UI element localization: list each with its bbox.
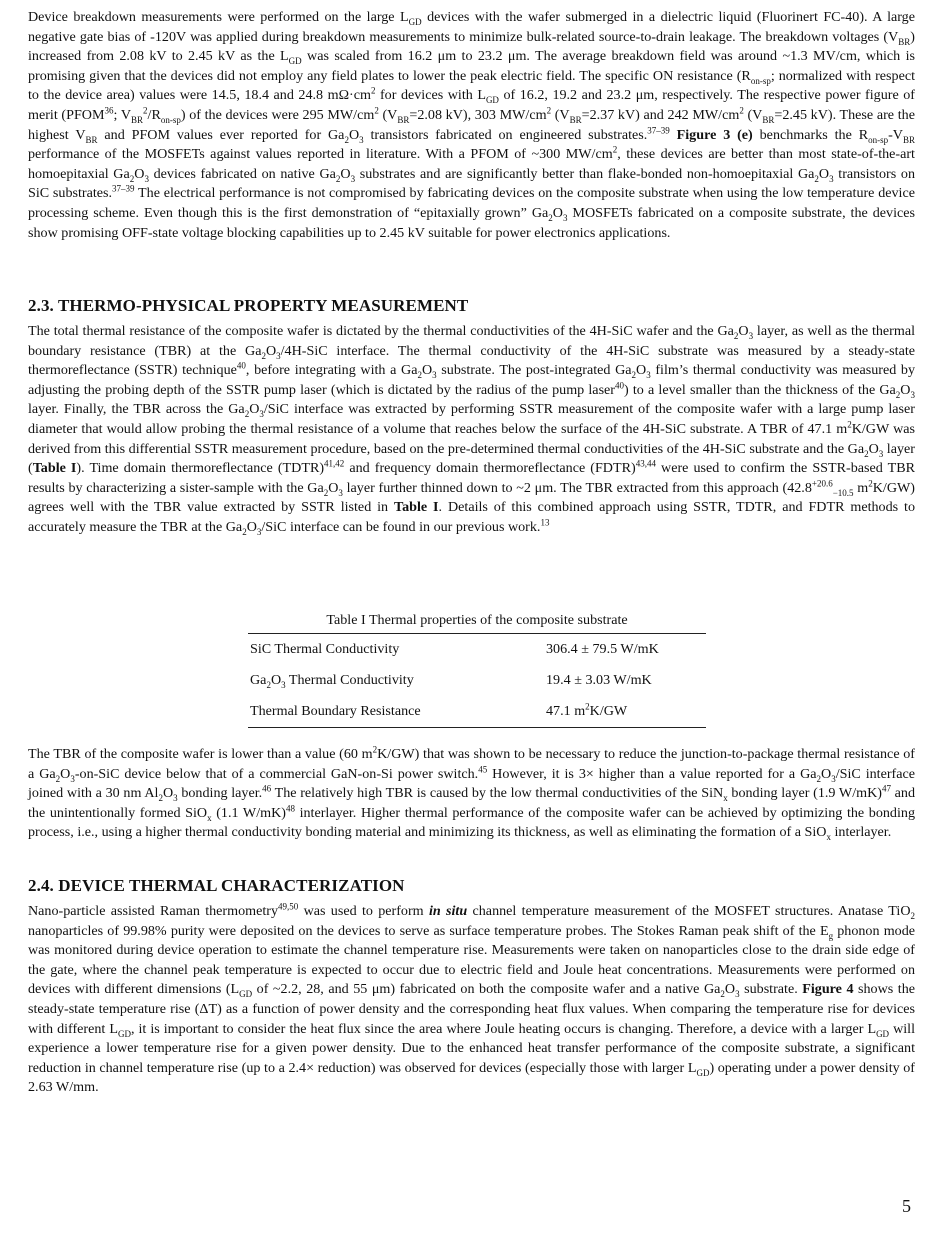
paragraph-raman-thermometry: Nano-particle assisted Raman thermometry$^{49,50}$ was used to perform in situ channel temperature measurement of the MOSFET structures. Anatase TiO$_2$ nanoparticles of 99.98% purity were deposited on the devices to serve as surface temperature probes. The Stokes Raman peak shift of the $E_g$ phonon mode was monitored during device operation to estimate the channel temperature rise. Measurements were taken on nanoparticles close to the drain side edge of the gate, where the channel peak temperature is expected to occur due to electric field and Joule heat concentrations. Measurements were performed on devices with different dimensions ($L_{GD}$ of ~2.2, 28, and 55 μm) fabricated on both the composite wafer and a native $Ga_2O_3$ substrate. Figure 4 shows the steady-state temperature rise (ΔT) as a function of power density and the corresponding heat flux values. When comparing the temperature rise for devices with different $L_{GD}$, it is important to consider the heat flux since the area where Joule heating occurs is changing. Therefore, a device with a larger $L_{GD}$ will experience a lower temperature rise for a given power density. Due to the enhanced heat transfer performance of the composite substrate, a significant reduction in channel temperature rise (up to a 2.4× reduction) was observed for devices (especially those with larger $L_{GD}$) operating under a power density of 2.63 W/mm.	[28, 901, 916, 1096]
table-row	[248, 665, 706, 696]
page-body	[28, 8, 916, 1096]
table-cell-value: 19.4 ± 3.03 W/mK	[546, 672, 652, 688]
table-cell-value: 47.1 $m^2K/GW$	[544, 696, 706, 728]
section-heading-2-4: 2.4. DEVICE THERMAL CHARACTERIZATION	[28, 876, 405, 895]
table-row	[248, 634, 706, 666]
thermal-properties-table	[248, 633, 706, 728]
table-cell-value: 306.4 ± 79.5 W/mK	[544, 634, 706, 666]
table-1	[248, 611, 706, 728]
table-caption: Table I Thermal properties of the composite substrate	[326, 612, 628, 628]
table-row	[248, 696, 706, 728]
table-cell-property: $Ga_2O_3$ Thermal Conductivity	[250, 672, 414, 690]
paragraph-thermal-resistance: The total thermal resistance of the composite wafer is dictated by the thermal conductivities of the 4H-SiC wafer and the $Ga_2O_3$ layer, as well as the thermal boundary resistance (TBR) at the $Ga_2O_3/4H$-SiC interface. The thermal conductivity of the 4H-SiC substrate was measured by a steady-state thermoreflectance (SSTR) technique$^{40}$, before integrating with a $Ga_2O_3$ substrate. The post-integrated $Ga_2O_3$ film’s thermal conductivity was measured by adjusting the probing depth of the SSTR pump laser (which is dictated by the radius of the pump laser$^{40}$) to a level smaller than the thickness of the $Ga_2O_3$ layer. Finally, the TBR across the $Ga_2O_3$/SiC interface was extracted by performing SSTR measurement of the composite wafer with a large pump laser diameter that would allow probing the thermal resistance of a volume that reaches below the surface of the 4H-SiC substrate. A TBR of 47.1 $m^2K/GW$ was derived from this differential SSTR measurement procedure, based on the pre-determined thermal conductivities of the 4H-SiC substrate and the $Ga_2O_3$ layer (Table I). Time domain thermoreflectance (TDTR)$^{41,42}$ and frequency domain thermoreflectance (FDTR)$^{43,44}$ were used to confirm the SSTR-based TBR results by characterizing a sister-sample with the $Ga_2O_3$ layer further thinned down to ~2 μm. The TBR extracted from this approach ($42.8^{+20.6}_{-10.5}$ $m^2K/GW$) agrees well with the TBR value extracted by SSTR listed in Table I. Details of this combined approach using SSTR, TDTR, and FDTR methods to accurately measure the TBR at the $Ga_2O_3$/SiC interface can be found in our previous work.$^{13}$	[28, 323, 916, 537]
table-cell-property: SiC Thermal Conductivity	[248, 634, 544, 666]
section-heading-2-3: 2.3. THERMO-PHYSICAL PROPERTY MEASUREMENT	[28, 296, 469, 315]
paragraph-tbr-comparison: The TBR of the composite wafer is lower than a value (60 $m^2K/GW$) that was shown to be necessary to reduce the junction-to-package thermal resistance of a $Ga_2O_3-on$-SiC device below that of a commercial GaN-on-Si power switch.$^{45}$ However, it is 3× higher than a value reported for a $Ga_2O_3$/SiC interface joined with a 30 nm $Al_2O_3$ bonding layer.$^{46}$ The relatively high TBR is caused by the low thermal conductivities of the SiN$_x$ bonding layer (1.9 W/mK)$^{47}$ and the unintentionally formed SiO$_x$ (1.1 W/mK)$^{48}$ interlayer. Higher thermal performance of the composite wafer can be achieved by optimizing the bonding process, i.e., using a higher thermal conductivity bonding material and minimizing its thickness, as well as eliminating the formation of a SiO$_x$ interlayer.	[28, 744, 916, 843]
table-cell-property: Thermal Boundary Resistance	[248, 696, 544, 728]
paragraph-breakdown: Device breakdown measurements were performed on the large $L_{GD}$ devices with the wafer submerged in a dielectric liquid (Fluorinert FC-40). A large negative gate bias of -120V was applied during breakdown measurements to minimize bulk-related source-to-drain leakage. The breakdown voltages $(V_{BR})$ increased from 2.08 kV to 2.45 kV as the $L_{GD}$ was scaled from 16.2 μm to 23.2 μm. The average breakdown field was around ~1.3 MV/cm, which is promising given that the devices did not employ any field plates to lower the peak electric field. The specific ON resistance ($R_{on-sp}$; normalized with respect to the device area) values were 14.5, 18.4 and 24.8 $m\Omega\cdot cm^2$ for devices with $L_{GD}$ of 16.2, 19.2 and 23.2 μm, respectively. The respective power figure of merit (PFOM$^{36}$; $V_{BR}^2/R_{on-sp}$) of the devices were 295 $MW/cm^2$ ($V_{BR}=2.08$ kV), 303 $MW/cm^2$ ($V_{BR}=2.37$ kV) and 242 $MW/cm^2$ ($V_{BR}=2.45$ kV). These are the highest $V_{BR}$ and PFOM values ever reported for $Ga_2O_3$ transistors fabricated on engineered substrates.$^{37-39}$ Figure 3 (e) benchmarks the $R_{on-sp}-V_{BR}$ performance of the MOSFETs against values reported in literature. With a PFOM of ~300 $MW/cm^2$, these devices are better than most state-of-the-art homoepitaxial $Ga_2O_3$ devices fabricated on native $Ga_2O_3$ substrates and are significantly better than flake-bonded non-homoepitaxial $Ga_2O_3$ transistors on SiC substrates.$^{37-39}$ The electrical performance is not compromised by fabricating devices on the composite substrate when using the low temperature device processing scheme. Even though this is the first demonstration of “epitaxially grown” $Ga_2O_3$ MOSFETs fabricated on a composite substrate, the devices show promising OFF-state voltage blocking capabilities up to 2.45 kV suitable for power electronics applications.	[28, 9, 915, 241]
page-number: 5	[902, 1196, 911, 1216]
